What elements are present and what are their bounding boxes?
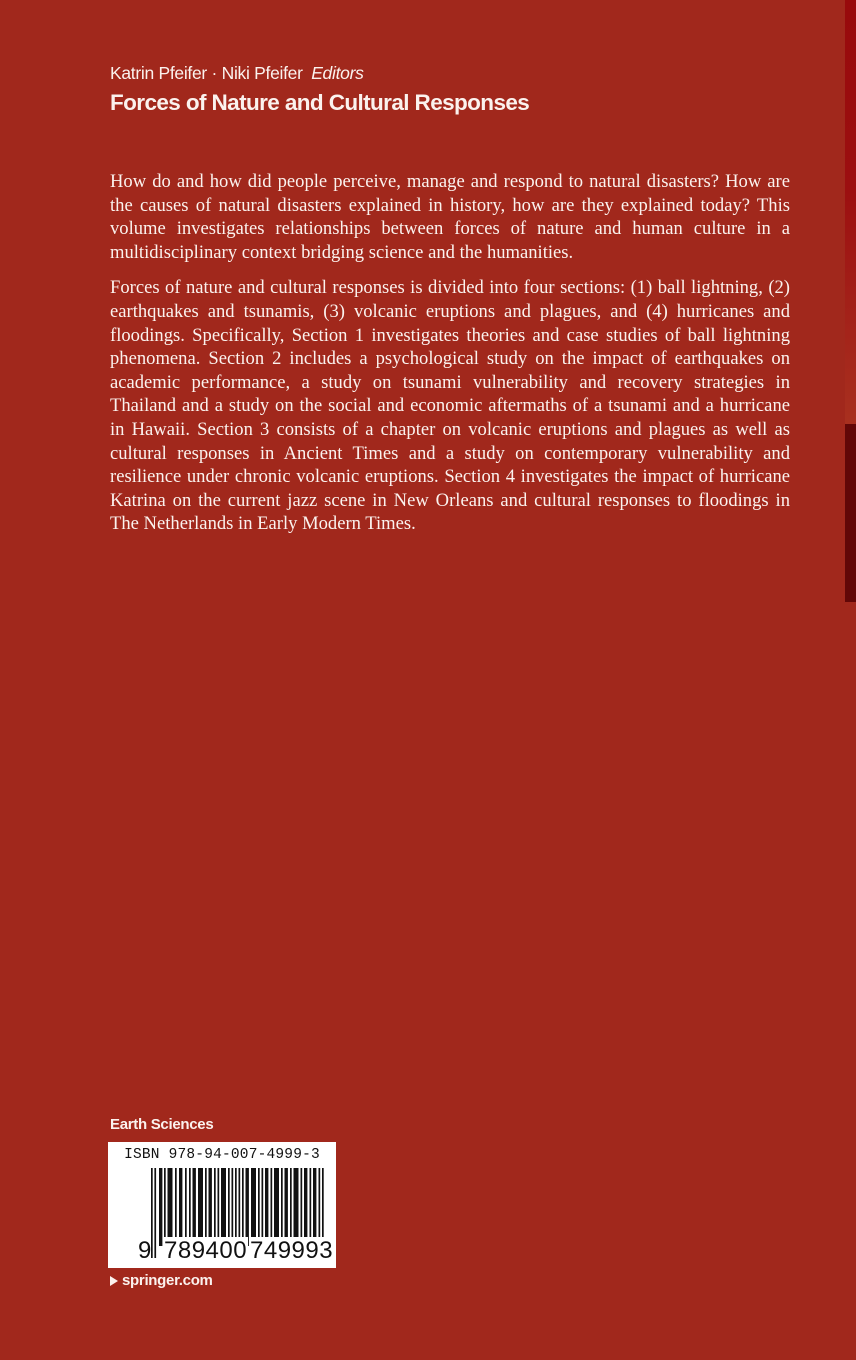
blurb-paragraph-2: Forces of nature and cultural responses is divided into four sections: (1) ball lightning, (2) earthquakes and tsunamis, (3) volcanic eruptions and plagues, and (4) hurricanes and floodings. Specifically, Section 1 investigates theories and case studies of ball lightning phenomena. Section 2 includes a psychological study on the impact of earthquakes on academic performance, a study on tsunami vulnerability and recovery strategies in Thailand and a study on the social and economic aftermaths of a tsunami and a hurricane in Hawaii. Section 3 consists of a chapter on volcanic eruptions and plagues as well as cultural responses in Ancient Times and a study on contemporary vulnerability and resilience under chronic volcanic eruptions. Section 4 investigates the impact of hurricane Katrina on the current jazz scene in New Orleans and cultural responses to floodings in The Netherlands in Early Modern Times.: [110, 277, 790, 535]
blurb-paragraph-1: How do and how did people perceive, manage and respond to natural disasters? How are the causes of natural disasters explained in history, how are they explained today? This volume investigates relationships between forces of nature and human culture in a multidisciplinary context bridging science and the humanities.: [110, 171, 790, 263]
barcode-digits: [108, 1237, 336, 1267]
editors-names: Katrin Pfeifer · Niki Pfeifer: [110, 63, 303, 83]
barcode-digit-lead: 9: [138, 1237, 152, 1264]
publisher-link-label: springer.com: [122, 1272, 213, 1289]
triangle-right-icon: [110, 1276, 118, 1286]
editors-line: [110, 63, 364, 84]
spine-top-strip: [845, 0, 856, 424]
book-title: Forces of Nature and Cultural Responses: [110, 90, 530, 115]
blurb: [110, 170, 790, 548]
spine-dark-block: [845, 424, 856, 602]
barcode-digits-left: 789400: [164, 1237, 248, 1264]
publisher-link[interactable]: [110, 1272, 213, 1289]
editors-role: Editors: [311, 63, 364, 83]
book-spine-edge: [845, 0, 856, 1360]
subject-category: Earth Sciences: [110, 1116, 214, 1133]
isbn-label: ISBN 978-94-007-4999-3: [124, 1147, 320, 1163]
barcode-digits-right: 749993: [250, 1237, 334, 1264]
isbn-barcode: [108, 1142, 336, 1268]
